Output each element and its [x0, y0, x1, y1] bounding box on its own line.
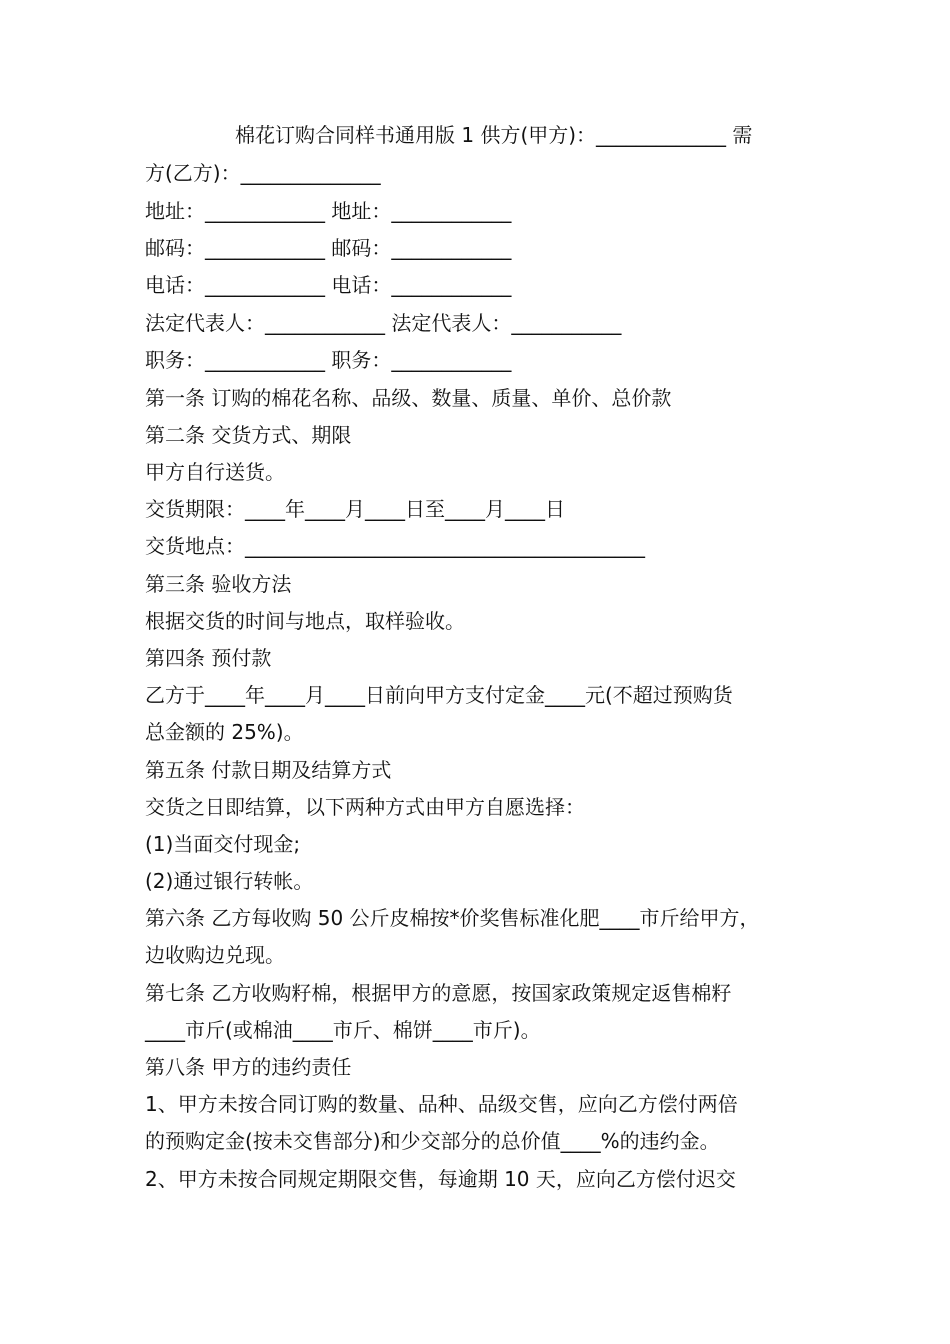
- address-line: 地址：____________ 地址：____________: [145, 199, 512, 223]
- article-6-text-cont: 边收购边兑现。: [145, 943, 285, 967]
- phone-line: 电话：____________ 电话：____________: [145, 273, 512, 297]
- breach-clause-1-cont: 的预购定金(按未交售部分)和少交部分的总价值____%的违约金。: [145, 1129, 720, 1153]
- legal-rep-line: 法定代表人：____________ 法定代表人：___________: [145, 311, 622, 335]
- position-line: 职务：____________ 职务：____________: [145, 348, 512, 372]
- article-8-heading: 第八条 甲方的违约责任: [145, 1055, 352, 1079]
- article-1-heading: 第一条 订购的棉花名称、品级、数量、质量、单价、总价款: [145, 386, 672, 410]
- article-7-text: 第七条 乙方收购籽棉，根据甲方的意愿，按国家政策规定返售棉籽: [145, 981, 732, 1005]
- postcode-line: 邮码：____________ 邮码：____________: [145, 236, 512, 260]
- delivery-method: 甲方自行送货。: [145, 460, 285, 484]
- party-b-line: 方(乙方)：______________: [145, 161, 381, 185]
- article-3-heading: 第三条 验收方法: [145, 572, 292, 596]
- article-6-text: 第六条 乙方每收购 50 公斤皮棉按*价奖售标准化肥____市斤给甲方，: [145, 906, 760, 930]
- delivery-place: 交货地点：________________________________________: [145, 534, 645, 558]
- inspection-text: 根据交货的时间与地点，取样验收。: [145, 609, 465, 633]
- article-2-heading: 第二条 交货方式、期限: [145, 423, 352, 447]
- prepayment-text-cont: 总金额的 25%)。: [145, 720, 304, 744]
- settlement-option-2: (2)通过银行转帐。: [145, 869, 314, 893]
- article-4-heading: 第四条 预付款: [145, 646, 272, 670]
- title-line: 棉花订购合同样书通用版 1 供方(甲方)：_____________ 需: [235, 123, 753, 147]
- settlement-text: 交货之日即结算，以下两种方式由甲方自愿选择：: [145, 795, 585, 819]
- delivery-period: 交货期限：____年____月____日至____月____日: [145, 497, 565, 521]
- breach-clause-2: 2、甲方未按合同规定期限交售，每逾期 10 天，应向乙方偿付迟交: [145, 1167, 736, 1191]
- settlement-option-1: (1)当面交付现金;: [145, 832, 301, 856]
- prepayment-text: 乙方于____年____月____日前向甲方支付定金____元(不超过预购货: [145, 683, 733, 707]
- article-7-text-cont: ____市斤(或棉油____市斤、棉饼____市斤)。: [145, 1018, 541, 1042]
- article-5-heading: 第五条 付款日期及结算方式: [145, 758, 392, 782]
- breach-clause-1: 1、甲方未按合同订购的数量、品种、品级交售，应向乙方偿付两倍: [145, 1092, 738, 1116]
